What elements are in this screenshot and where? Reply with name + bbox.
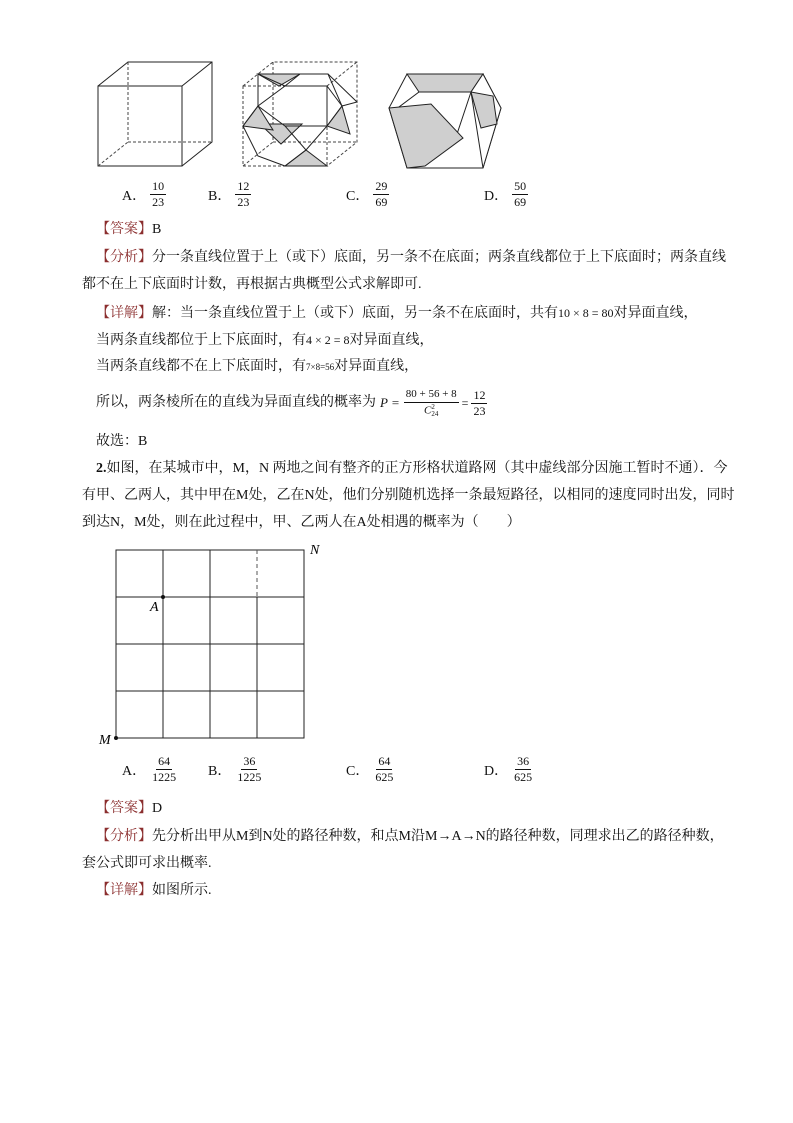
q2-answer: 【答案】D — [96, 801, 163, 816]
fraction: $\frac{10}{23}$ — [152, 179, 165, 209]
q2-option-a[interactable]: A． $\frac{64}{1225}$ — [122, 754, 177, 784]
probability-fraction: 80 + 56 + 8 C 2 24 — [405, 388, 457, 418]
fraction: $\frac{29}{69}$ — [375, 179, 388, 209]
cube-figure — [95, 60, 220, 170]
q1-option-c[interactable]: C． $\frac{29}{69}$ — [346, 179, 388, 209]
result-fraction: $\frac{12}{23}$ — [473, 387, 486, 418]
q2-stem-line2: 有甲、乙两人，其中甲在M处，乙在N处，他们分别随机选择一条最短路径，以相同的速度同时出发，同时 — [82, 488, 735, 503]
q2-analysis-line1: 【分析】先分析出甲从M到N处的路径种数，和点M沿M→A→N的路径种数，同理求出乙的路径种数， — [96, 829, 724, 844]
q2-option-c[interactable]: C． $\frac{64}{625}$ — [346, 754, 394, 784]
q1-detail-line4: 所以，两条棱所在的直线为异面直线的概率为 P = 80 + 56 + 8 C 2 24 = $\frac{12}{23}$ — [96, 387, 486, 418]
q1-answer: 【答案】B — [96, 222, 162, 237]
fraction: $\frac{64}{1225}$ — [152, 754, 177, 784]
q1-detail-line2: 当两条直线都位于上下底面时，有4 × 2 = 8对异面直线， — [96, 333, 434, 348]
q1-analysis-line1: 【分析】分一条直线位置于上（或下）底面，另一条不在底面；两条直线都位于上下底面时；两条直线 — [96, 250, 726, 265]
fraction: $\frac{36}{625}$ — [514, 754, 533, 784]
q2-analysis-line2: 套公式即可求出概率. — [82, 856, 212, 871]
label-m: M — [99, 733, 111, 748]
q1-option-b[interactable]: B． $\frac{12}{23}$ — [208, 179, 250, 209]
q2-stem-line1: 2.如图，在某城市中，M，N 两地之间有整齐的正方形格状道路网（其中虚线部分因施工暂时不通）．今 — [96, 461, 728, 476]
fraction: $\frac{36}{1225}$ — [237, 754, 262, 784]
q2-stem-line3: 到达N，M处，则在此过程中，甲、乙两人在A处相遇的概率为（ ） — [82, 515, 521, 530]
fraction: $\frac{12}{23}$ — [237, 179, 250, 209]
q2-option-d[interactable]: D． $\frac{36}{625}$ — [484, 754, 533, 784]
cuboctahedron-in-cube-figure — [240, 60, 365, 170]
q1-option-a[interactable]: A． $\frac{10}{23}$ — [122, 179, 165, 209]
q1-analysis-line2: 都不在上下底面时计数，再根据古典概型公式求解即可. — [82, 277, 422, 292]
q1-option-d[interactable]: D． $\frac{50}{69}$ — [484, 179, 527, 209]
label-n: N — [310, 543, 320, 558]
q1-detail-line1: 【详解】解：当一条直线位置于上（或下）底面，另一条不在底面时，共有10 × 8 = 80对异面直线， — [96, 306, 698, 321]
q1-choose: 故选：B — [96, 434, 148, 449]
q1-detail-line3: 当两条直线都不在上下底面时，有7×8=56对异面直线， — [96, 359, 419, 374]
q2-detail-line1: 【详解】如图所示. — [96, 883, 212, 898]
q2-option-b[interactable]: B． $\frac{36}{1225}$ — [208, 754, 262, 784]
road-grid-figure — [96, 540, 336, 750]
label-a: A — [150, 600, 159, 615]
fraction: $\frac{64}{625}$ — [375, 754, 394, 784]
fraction: $\frac{50}{69}$ — [514, 179, 527, 209]
truncated-solid-figure — [385, 68, 505, 170]
